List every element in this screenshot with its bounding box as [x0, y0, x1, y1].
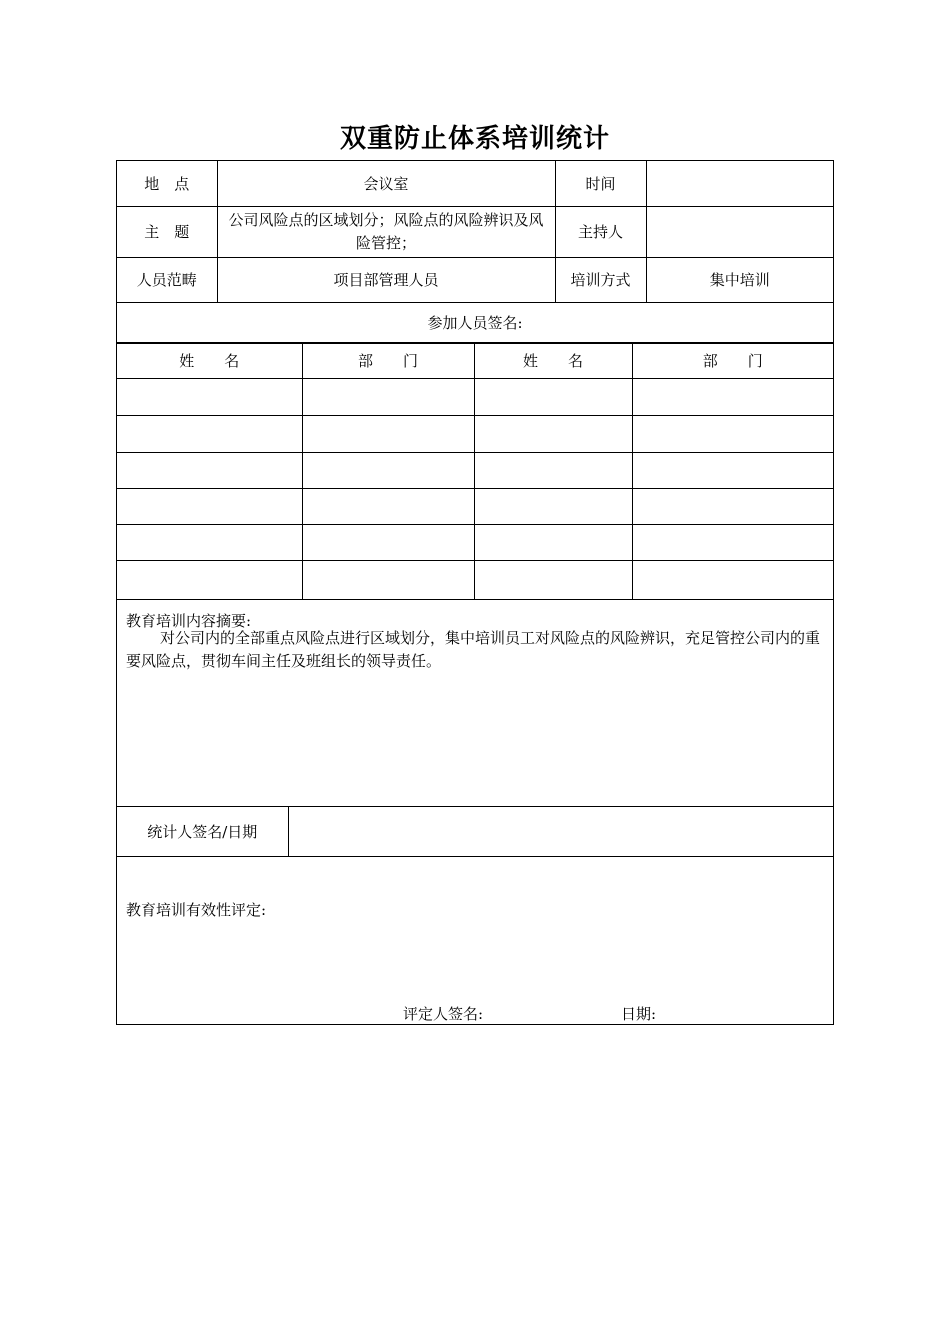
- attendee-name-cell[interactable]: [117, 525, 302, 561]
- method-value[interactable]: 集中培训: [646, 257, 833, 302]
- attendee-dept-cell[interactable]: [632, 489, 833, 525]
- table-row: [117, 379, 833, 416]
- evaluation-section: [116, 857, 834, 1025]
- statistician-row: [116, 807, 834, 857]
- attendees-heading: 参加人员签名:: [117, 302, 833, 343]
- attendee-dept-cell[interactable]: [632, 379, 833, 416]
- attendee-dept-cell[interactable]: [302, 453, 474, 489]
- info-row-scope: [117, 257, 833, 302]
- scope-label: 人员范畴: [117, 257, 217, 302]
- evaluation-date-label[interactable]: 日期:: [621, 1005, 657, 1023]
- scope-value[interactable]: 项目部管理人员: [217, 257, 555, 302]
- topic-label: 主 题: [117, 206, 217, 257]
- attendee-dept-cell[interactable]: [302, 489, 474, 525]
- host-value[interactable]: [646, 206, 833, 257]
- attendee-name-cell[interactable]: [474, 416, 632, 453]
- evaluator-signature-label[interactable]: 评定人签名:: [403, 1005, 484, 1023]
- table-row: [117, 561, 833, 600]
- info-row-location: [117, 161, 833, 206]
- method-label: 培训方式: [555, 257, 646, 302]
- attendee-name-cell[interactable]: [117, 453, 302, 489]
- attendee-name-cell[interactable]: [474, 453, 632, 489]
- attendee-dept-cell[interactable]: [632, 416, 833, 453]
- evaluation-label: 教育培训有效性评定:: [126, 901, 267, 919]
- attendee-name-cell[interactable]: [117, 416, 302, 453]
- location-label: 地 点: [117, 161, 217, 206]
- summary-section: [116, 600, 834, 807]
- attendee-dept-cell[interactable]: [632, 525, 833, 561]
- col-header-name-1: 姓 名: [117, 343, 302, 379]
- attendee-name-cell[interactable]: [474, 379, 632, 416]
- summary-text[interactable]: 对公司内的全部重点风险点进行区域划分，集中培训员工对风险点的风险辨识，充足管控公司内的重要风险点，贯彻车间主任及班组长的领导责任。: [126, 629, 821, 670]
- info-row-topic: [117, 206, 833, 257]
- attendee-name-cell[interactable]: [474, 525, 632, 561]
- attendee-dept-cell[interactable]: [302, 379, 474, 416]
- document-title: 双重防止体系培训统计: [339, 124, 610, 154]
- col-header-dept-1: 部 门: [302, 343, 474, 379]
- time-label: 时间: [555, 161, 646, 206]
- info-table: [116, 160, 834, 344]
- attendee-name-cell[interactable]: [117, 561, 302, 600]
- topic-value[interactable]: 公司风险点的区域划分；风险点的风险辨识及风险管控；: [217, 206, 555, 257]
- statistician-label: 统计人签名/日期: [117, 807, 288, 856]
- table-row: [117, 489, 833, 525]
- col-header-dept-2: 部 门: [632, 343, 833, 379]
- attendee-name-cell[interactable]: [117, 489, 302, 525]
- table-row: [117, 453, 833, 489]
- attendees-table: [116, 342, 834, 600]
- table-row: [117, 416, 833, 453]
- attendee-name-cell[interactable]: [474, 561, 632, 600]
- attendee-dept-cell[interactable]: [302, 416, 474, 453]
- attendees-heading-row: [117, 302, 833, 343]
- location-value[interactable]: 会议室: [217, 161, 555, 206]
- table-row: [117, 525, 833, 561]
- attendee-dept-cell[interactable]: [302, 561, 474, 600]
- attendee-dept-cell[interactable]: [632, 453, 833, 489]
- time-value[interactable]: [646, 161, 833, 206]
- statistician-value[interactable]: [288, 807, 833, 856]
- host-label: 主持人: [555, 206, 646, 257]
- attendee-dept-cell[interactable]: [632, 561, 833, 600]
- summary-label: 教育培训内容摘要:: [126, 612, 252, 630]
- attendee-name-cell[interactable]: [117, 379, 302, 416]
- col-header-name-2: 姓 名: [474, 343, 632, 379]
- attendee-dept-cell[interactable]: [302, 525, 474, 561]
- attendee-name-cell[interactable]: [474, 489, 632, 525]
- attendees-header-row: [117, 343, 833, 379]
